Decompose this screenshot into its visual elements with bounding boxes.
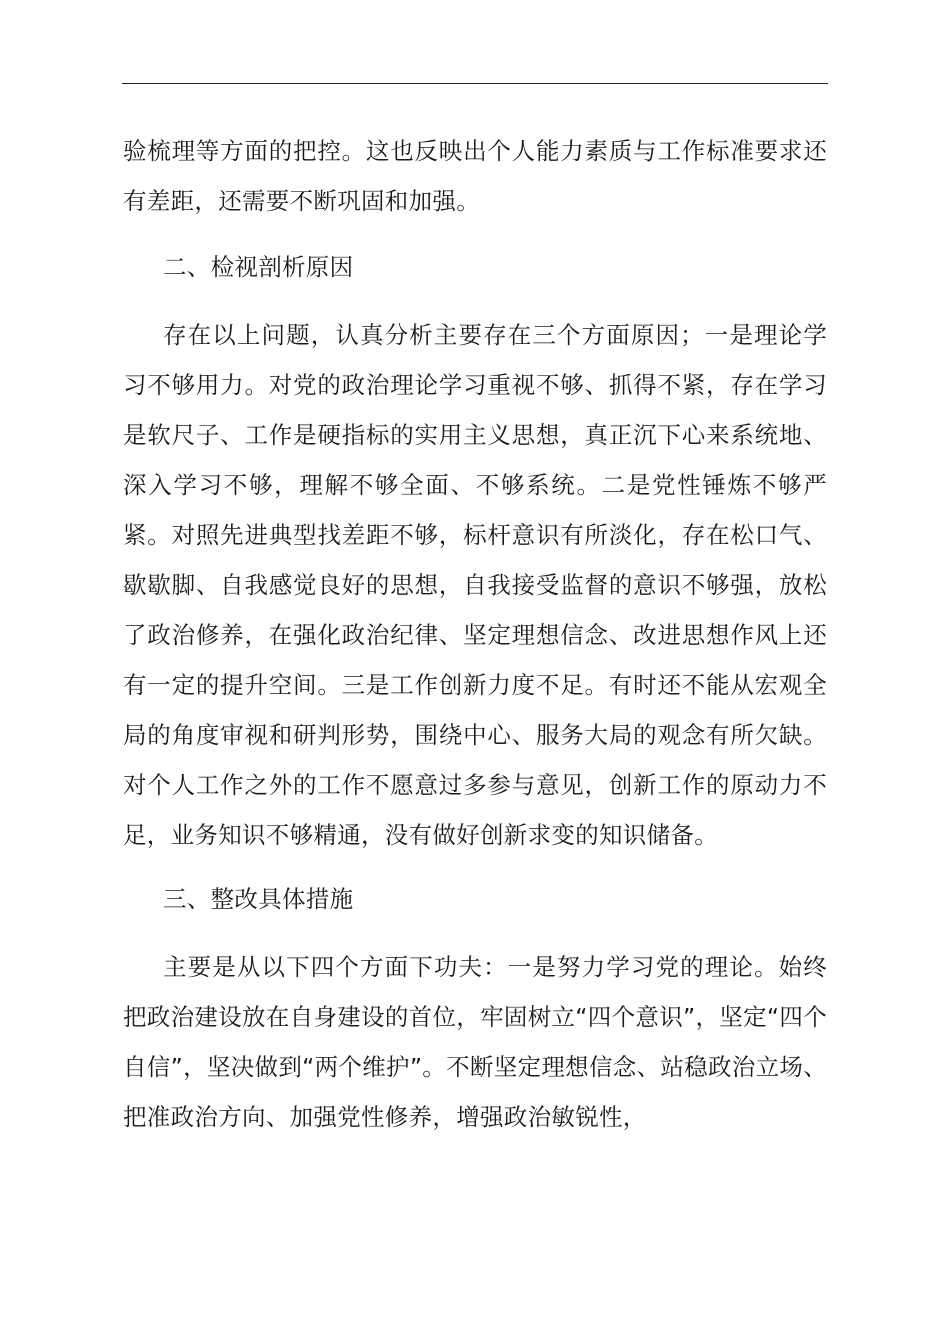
- measures-paragraph: 主要是从以下四个方面下功夫：一是努力学习党的理论。始终把政治建设放在自身建设的首位，牢固树立“四个意识”，坚定“四个自信”，坚决做到“两个维护”。不断坚定理想信念、站稳政治立场、把准政治方向、加强党性修养，增强政治敏锐性，: [123, 953, 827, 1131]
- header-divider: [122, 83, 828, 84]
- document-body: [123, 126, 827, 1156]
- section-heading-analysis: 二、检视剖析原因: [163, 253, 354, 281]
- analysis-paragraph: 存在以上问题，认真分析主要存在三个方面原因；一是理论学习不够用力。对党的政治理论学习重视不够、抓得不紧，存在学习是软尺子、工作是硬指标的实用主义思想，真正沉下心来系统地、深入学习不够，理解不够全面、不够系统。二是党性锤炼不够严紧。对照先进典型找差距不够，标杆意识有所淡化，存在松口气、歇歇脚、自我感觉良好的思想，自我接受监督的意识不够强，放松了政治修养，在强化政治纪律、坚定理想信念、改进思想作风上还有一定的提升空间。三是工作创新力度不足。有时还不能从宏观全局的角度审视和研判形势，围绕中心、服务大局的观念有所欠缺。对个人工作之外的工作不愿意过多参与意见，创新工作的原动力不足，业务知识不够精通，没有做好创新求变的知识储备。: [123, 321, 827, 849]
- section-heading-measures: 三、整改具体措施: [163, 885, 354, 913]
- continuation-paragraph: 验梳理等方面的把控。这也反映出个人能力素质与工作标准要求还有差距，还需要不断巩固和加强。: [123, 137, 827, 215]
